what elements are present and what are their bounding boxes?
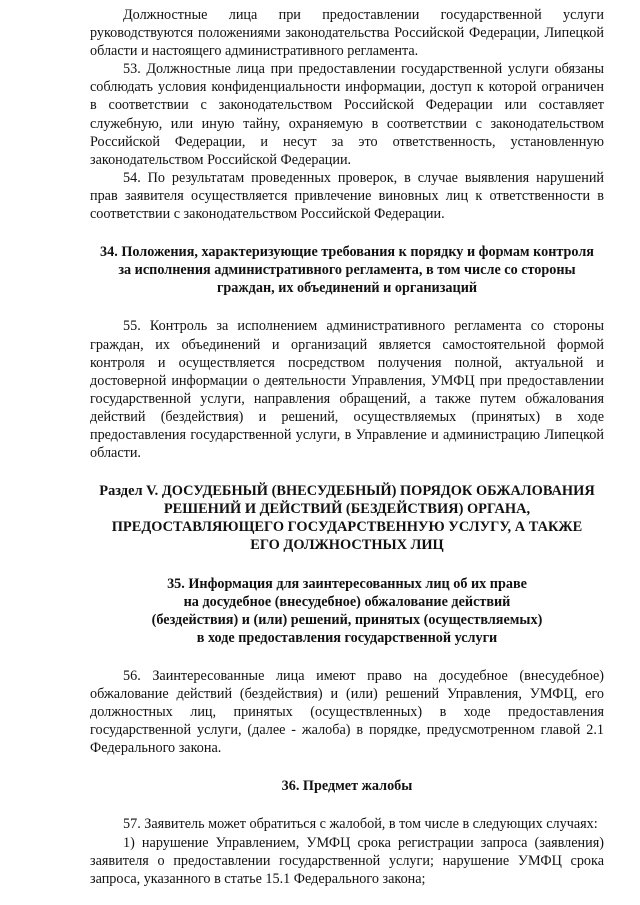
heading-34: 34. Положения, характеризующие требования к порядку и формам контроля за исполнения административного регламента, в том числе со стороны граждан, их объединений и организаций xyxy=(100,244,594,297)
section-5-heading: Раздел V. ДОСУДЕБНЫЙ (ВНЕСУДЕБНЫЙ) ПОРЯДОК ОБЖАЛОВАНИЯ РЕШЕНИЙ И ДЕЙСТВИЙ (БЕЗДЕЙСТВИЯ) ОРГАНА, ПРЕДОСТАВЛЯЮЩЕГО ГОСУДАРСТВЕННУЮ УСЛУГУ, А ТАКЖЕ ЕГО ДОЛЖНОСТНЫХ ЛИЦ xyxy=(99,483,595,554)
document-page xyxy=(90,6,604,888)
heading-36: 36. Предмет жалобы xyxy=(281,778,413,795)
heading-35-line-4: в ходе предоставления государственной услуги xyxy=(196,629,498,646)
paragraph-54: 54. По результатам проведенных проверок, в случае выявления нарушений прав заявителя осуществляется привлечение виновных лиц к ответственности в соответствии с законодательством Российской Федерации. xyxy=(90,169,604,223)
paragraph-52-tail: Должностные лица при предоставлении государственной услуги руководствуются положениями законодательства Российской Федерации, Липецкой области и настоящего административного регламента. xyxy=(90,7,604,60)
heading-35-line-3: (бездействия) и (или) решений, принятых (осуществляемых) xyxy=(151,611,543,628)
heading-35-line-2: на досудебное (внесудебное) обжалование действий xyxy=(183,593,511,610)
paragraph-55: 55. Контроль за исполнением административного регламента со стороны граждан, их объединений и организаций является самостоятельной формой контроля и осуществляется посредством получения полной, актуальной и достоверной информации о деятельности Управления, УМФЦ при предоставлении государственной услуги, направления обращений, а также путем обжалования действий (бездействия) и решений, осуществляемых (принятых) в ходе предоставления государственной услуги, в Управление и администрацию Липецкой области. xyxy=(90,318,604,462)
paragraph-57: 57. Заявитель может обратиться с жалобой, в том числе в следующих случаях: xyxy=(123,816,598,833)
heading-35-line-1: 35. Информация для заинтересованных лиц об их праве xyxy=(167,575,527,592)
paragraph-57-item-1: 1) нарушение Управлением, УМФЦ срока регистрации запроса (заявления) заявителя о предоставлении государственной услуги; нарушение УМФЦ срока запроса, указанного в статье 15.1 Федерального закона; xyxy=(90,834,604,887)
paragraph-53: 53. Должностные лица при предоставлении государственной услуги обязаны соблюдать условия конфиденциальности информации, доступ к которой ограничен в соответствии с законодательством Российской Федерации или составляет служебную, или иную тайну, охраняемую в соответствии с законодательством Российской Федерации, и несут за это ответственность, установленную законодательством Российской Федерации. xyxy=(90,61,604,168)
paragraph-56: 56. Заинтересованные лица имеют право на досудебное (внесудебное) обжалование действий (бездействия) и (или) решений Управления, УМФЦ, его должностных лиц, принятых (осуществленных) в ходе предоставления государственной услуги, (далее - жалоба) в порядке, предусмотренном главой 2.1 Федерального закона. xyxy=(90,667,604,757)
